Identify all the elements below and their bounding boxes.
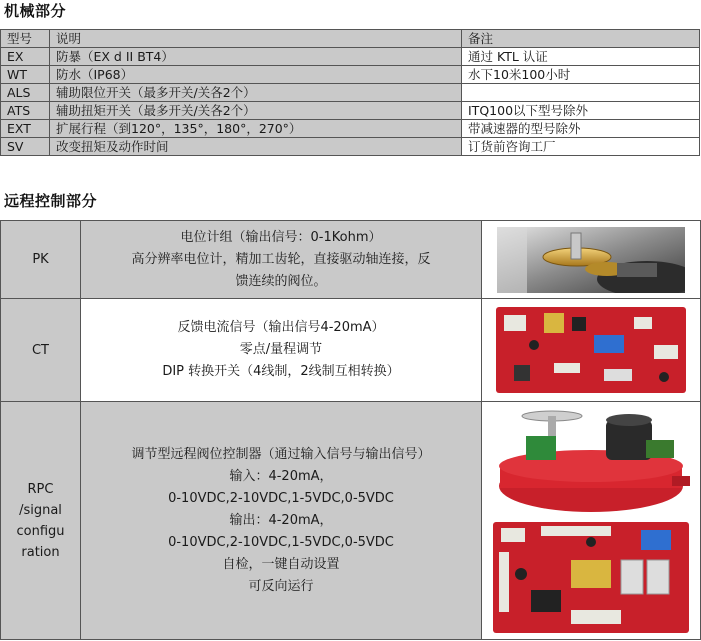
remote-section-title: 远程控制部分 — [4, 192, 98, 210]
table-row — [1, 221, 701, 299]
model-note — [462, 84, 700, 102]
model-description: 辅助限位开关（最多开关/关各2个） — [50, 84, 462, 102]
description-line: 电位计组（输出信号：0-1Kohm） — [180, 229, 382, 245]
code-line: /signal — [19, 502, 62, 518]
description-line: 可反向运行 — [248, 578, 314, 594]
header-model: 型号 — [1, 30, 50, 48]
description-line: 零点/量程调节 — [239, 342, 323, 357]
table-row — [1, 102, 700, 120]
model-code: ATS — [1, 102, 50, 120]
description-line: 馈连续的阀位。 — [235, 273, 327, 289]
table-row — [1, 84, 700, 102]
header-note: 备注 — [462, 30, 700, 48]
description-line: 0-10VDC,2-10VDC,1-5VDC,0-5VDC — [168, 534, 394, 550]
model-note: ITQ100以下型号除外 — [462, 102, 700, 120]
option-description — [81, 299, 482, 402]
table-row — [1, 299, 701, 402]
model-description: 扩展行程（到120°，135°，180°，270°） — [50, 120, 462, 138]
description-line: 反馈电流信号（输出信号4-20mA） — [177, 320, 385, 335]
red-circuit-board-photo — [494, 305, 688, 395]
red-control-board-photo — [491, 520, 691, 635]
model-code: EX — [1, 48, 50, 66]
model-note: 订货前咨询工厂 — [462, 138, 700, 156]
option-code — [1, 221, 81, 299]
remote-control-table — [0, 220, 701, 640]
option-description — [81, 221, 482, 299]
model-code: WT — [1, 66, 50, 84]
description-line: 高分辨率电位计，精加工齿轮，直接驱动轴连接，反 — [131, 251, 431, 267]
actuator-internal-photo — [486, 406, 696, 516]
description-line: 输出：4-20mA， — [229, 512, 333, 528]
description-line: 自检，一键自动设置 — [222, 556, 340, 572]
model-description: 防水（IP68） — [50, 66, 462, 84]
code-line: PK — [32, 252, 49, 267]
code-line: CT — [31, 342, 50, 358]
description-line: 0-10VDC,2-10VDC,1-5VDC,0-5VDC — [168, 490, 394, 506]
description-line: 调节型远程阀位控制器（通过输入信号与输出信号） — [131, 446, 431, 462]
table-row — [1, 48, 700, 66]
option-image-cell — [482, 221, 701, 299]
model-description: 防暴（EX d II BT4） — [50, 48, 462, 66]
table-row — [1, 66, 700, 84]
mechanical-section-title: 机械部分 — [4, 2, 67, 20]
code-line: RPC — [27, 481, 54, 497]
option-image-cell — [482, 299, 701, 402]
model-code: ALS — [1, 84, 50, 102]
gear-assembly-photo — [497, 227, 685, 293]
mechanical-header-row — [1, 30, 700, 48]
model-description: 辅助扭矩开关（最多开关/关各2个） — [50, 102, 462, 120]
model-description: 改变扭矩及动作时间 — [50, 138, 462, 156]
option-code — [1, 299, 81, 402]
model-code: SV — [1, 138, 50, 156]
option-description — [81, 402, 482, 640]
option-code — [1, 402, 81, 640]
description-line: 输入：4-20mA， — [229, 468, 333, 484]
mechanical-table — [0, 29, 700, 156]
option-image-cell — [482, 402, 701, 640]
table-row — [1, 120, 700, 138]
model-note: 带减速器的型号除外 — [462, 120, 700, 138]
code-line: configu — [16, 523, 65, 539]
model-code: EXT — [1, 120, 50, 138]
header-description: 说明 — [50, 30, 462, 48]
table-row — [1, 138, 700, 156]
model-note: 通过 KTL 认证 — [462, 48, 700, 66]
table-row — [1, 402, 701, 640]
model-note: 水下10米100小时 — [462, 66, 700, 84]
description-line: DIP 转换开关（4线制，2线制互相转换） — [162, 364, 400, 379]
code-line: ration — [21, 544, 60, 560]
